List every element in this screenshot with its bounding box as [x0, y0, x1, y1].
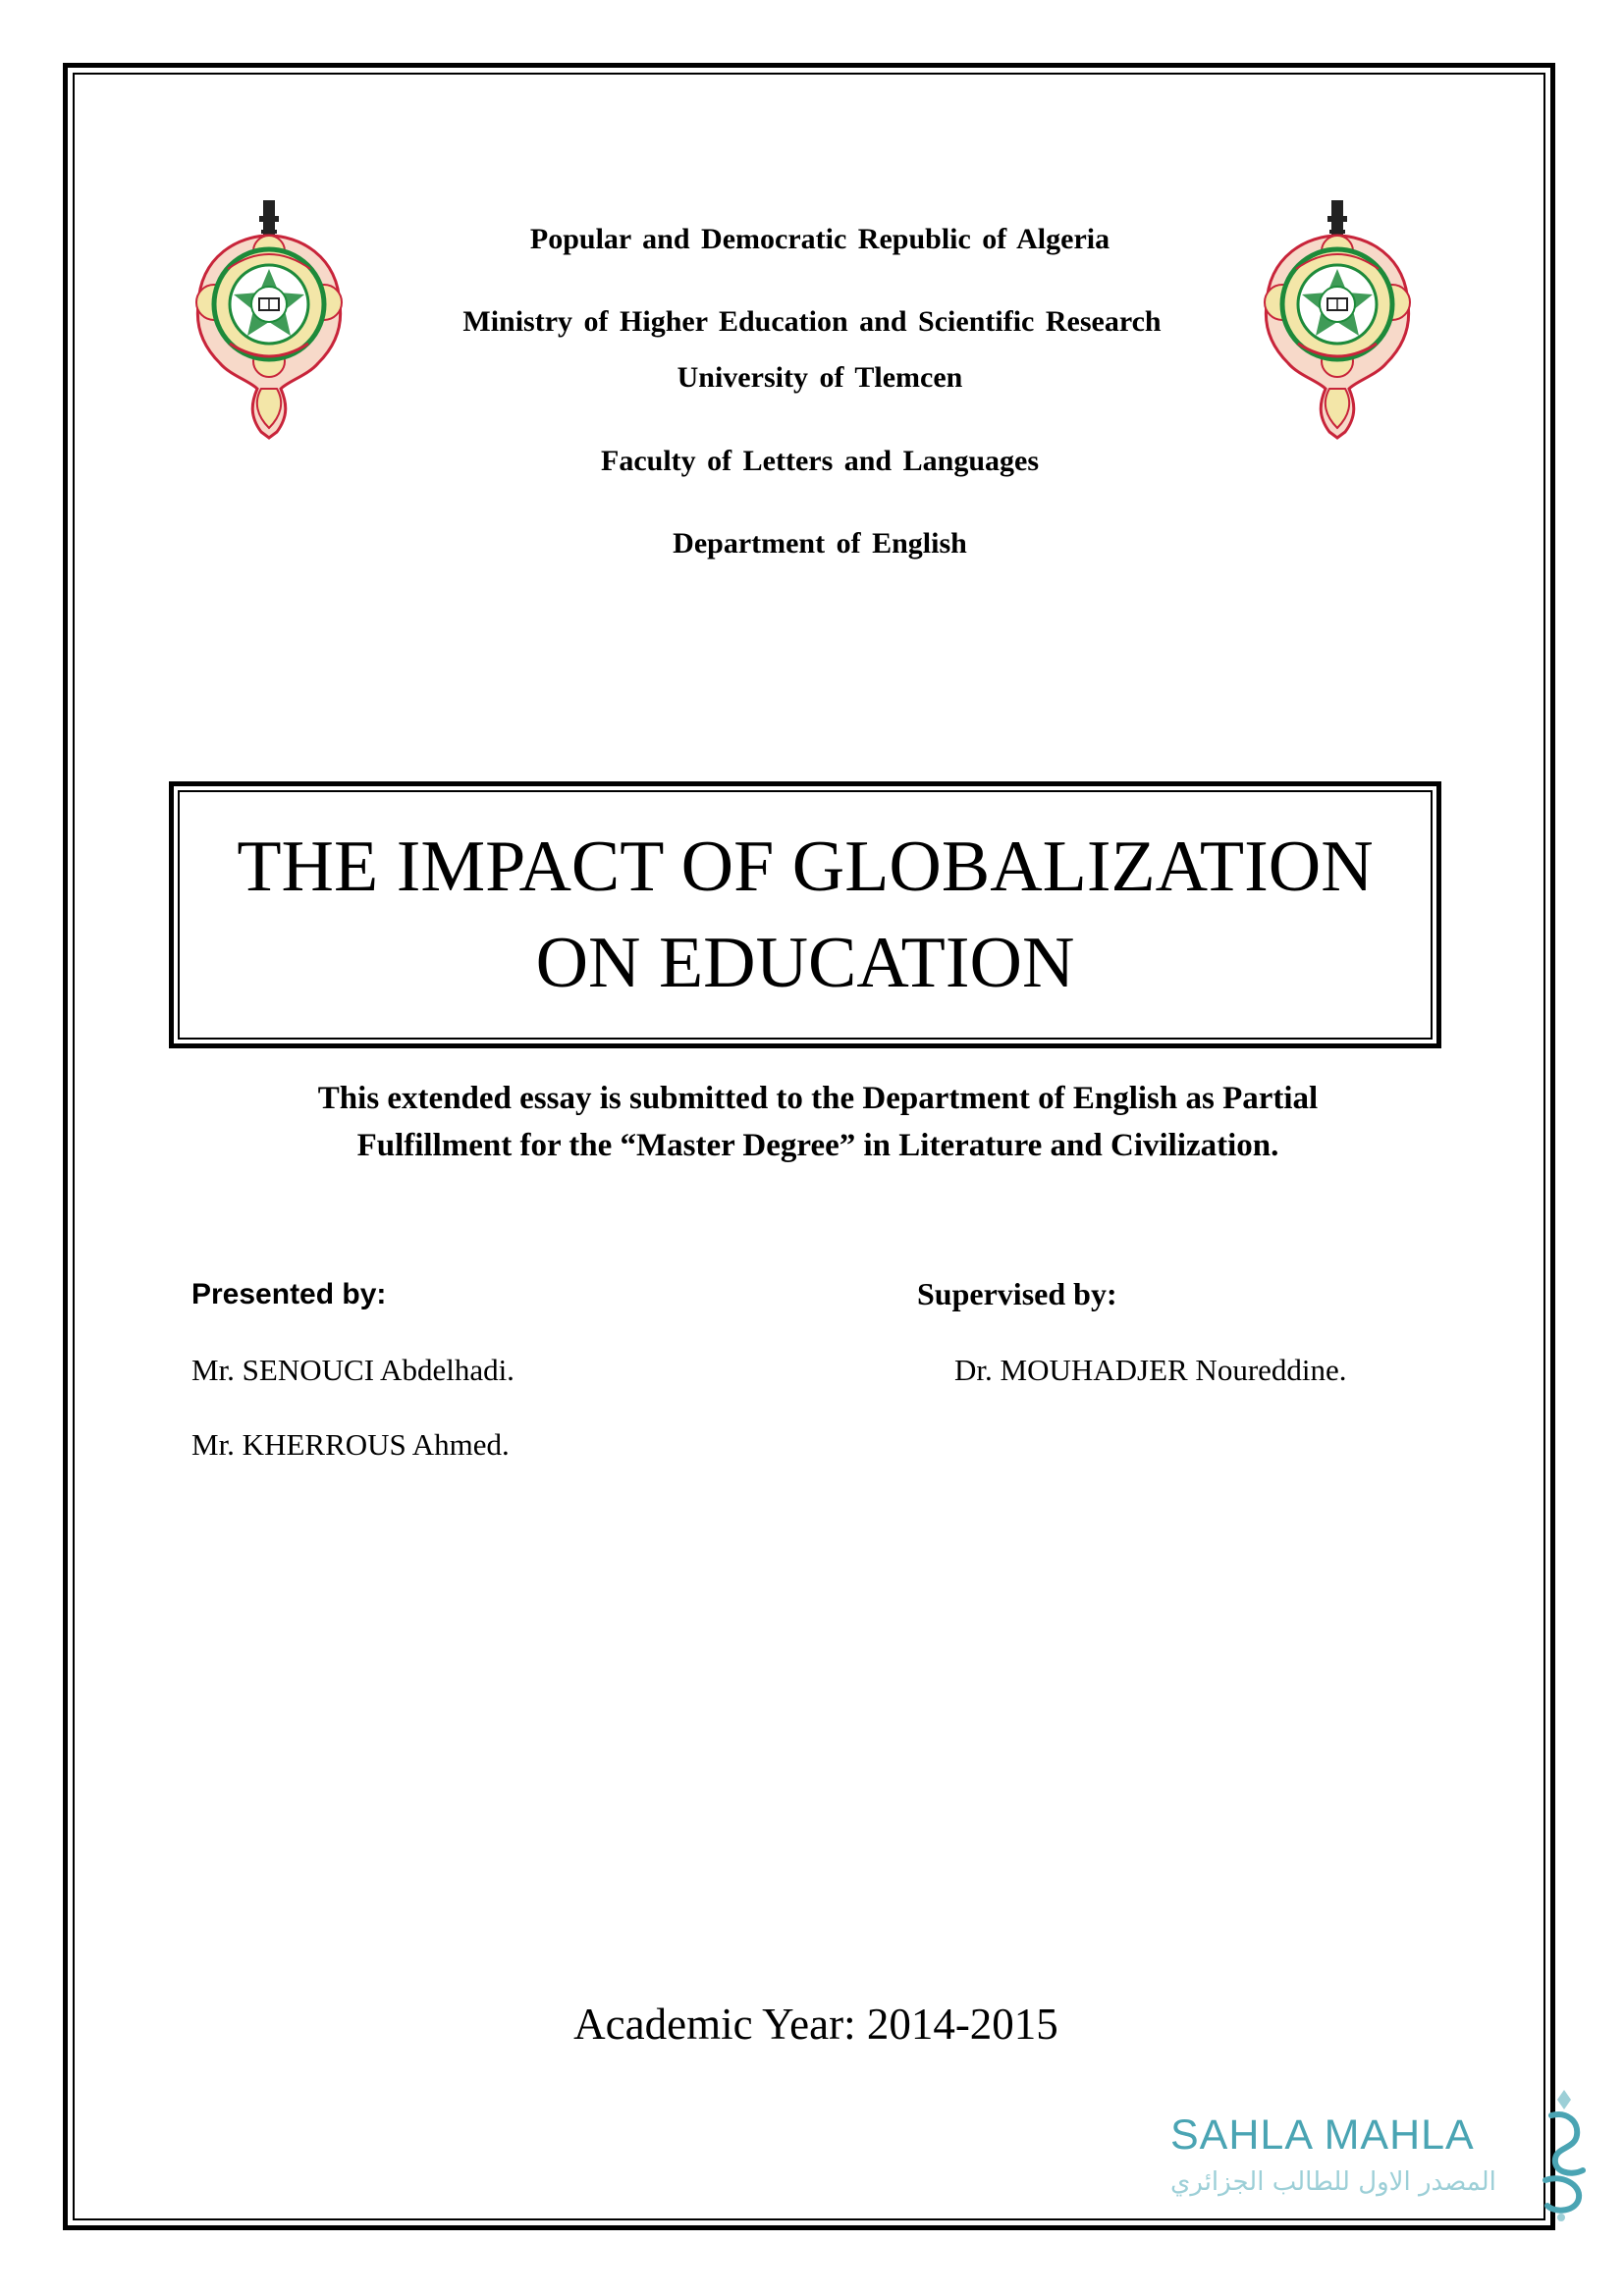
document-title-line-2: ON EDUCATION	[535, 923, 1075, 1003]
watermark-latin-text: SAHLA MAHLA	[1170, 2111, 1475, 2159]
presented-by-label: Presented by:	[191, 1278, 387, 1310]
ministry-heading: Ministry of Higher Education and Scientific Research	[462, 305, 1162, 338]
title-box	[178, 790, 1433, 1040]
supervised-by-label: Supervised by:	[917, 1276, 1117, 1311]
academic-year: Academic Year: 2014-2015	[573, 2000, 1058, 2049]
student-name-1: Mr. SENOUCI Abdelhadi.	[191, 1353, 514, 1387]
submission-statement-line-1: This extended essay is submitted to the Department of English as Partial	[317, 1081, 1319, 1116]
document-title-line-1: THE IMPACT OF GLOBALIZATION	[237, 827, 1374, 907]
watermark-arabic-text: المصدر الاول للطالب الجزائري	[1170, 2167, 1496, 2197]
submission-statement-line-2: Fulfillment for the “Master Degree” in Literature and Civilization.	[356, 1128, 1279, 1163]
supervisor-name: Dr. MOUHADJER Noureddine.	[954, 1353, 1347, 1387]
faculty-heading: Faculty of Letters and Languages	[601, 445, 1039, 477]
watermark-logo-icon	[1532, 2086, 1597, 2223]
country-heading: Popular and Democratic Republic of Algeria	[529, 223, 1110, 255]
department-heading: Department of English	[673, 527, 967, 560]
sahla-mahla-watermark	[1164, 2086, 1597, 2223]
student-name-2: Mr. KHERROUS Ahmed.	[191, 1427, 510, 1462]
university-heading: University of Tlemcen	[677, 361, 963, 394]
